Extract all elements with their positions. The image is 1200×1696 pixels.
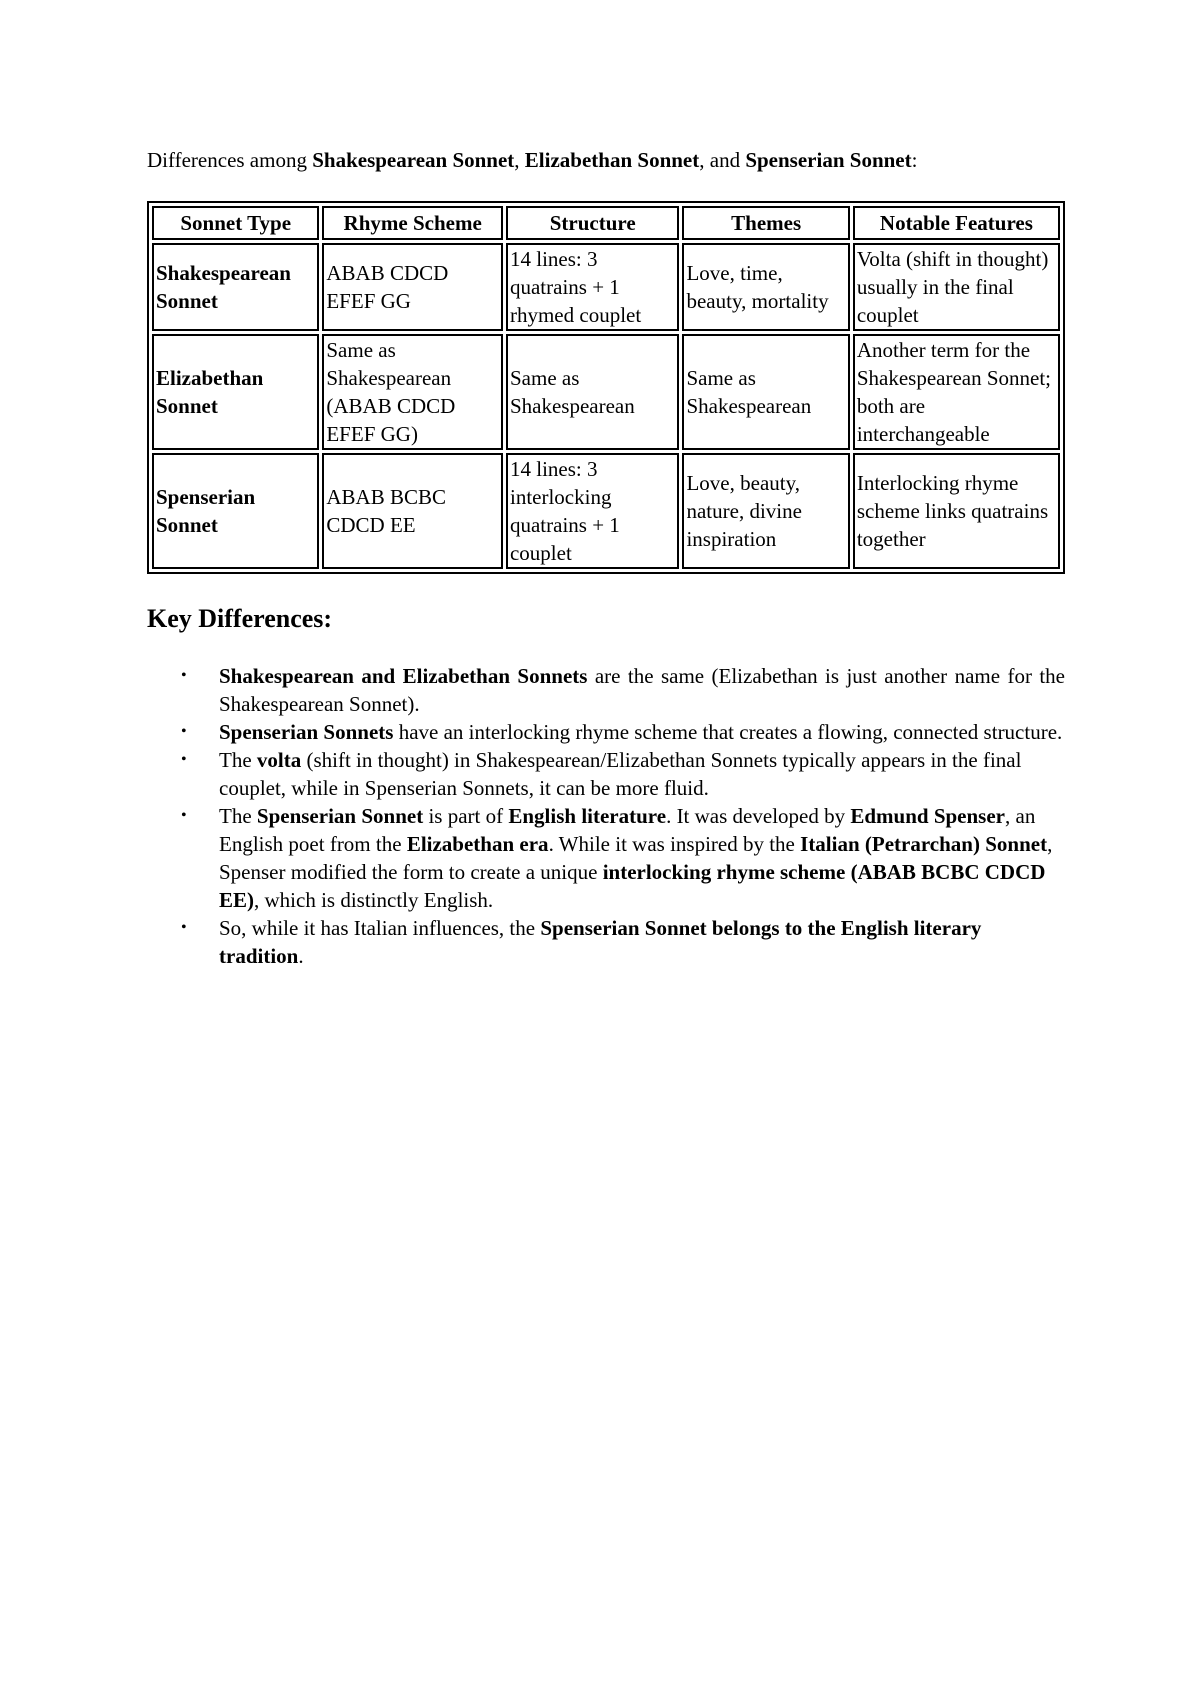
cell-notable-features: Another term for the Shakespearean Sonnet; both are interchangeable [853,334,1060,450]
cell-structure: 14 lines: 3 quatrains + 1 rhymed couplet [506,243,679,331]
intro-sentence: Differences among Shakespearean Sonnet, Elizabethan Sonnet, and Spenserian Sonnet: [147,148,918,172]
cell-themes: Love, beauty, nature, divine inspiration [682,453,849,569]
key-differences-heading: Key Differences: [147,604,333,633]
bullet-icon: • [181,723,187,740]
cell-themes: Love, time, beauty, mortality [682,243,849,331]
list-item: • Shakespearean and Elizabethan Sonnets are the same (Elizabethan is just another name for the Shakespearean Sonnet). [181,664,1066,716]
intro-term-spenserian: Spenserian Sonnet [745,148,912,172]
header-notable-features: Notable Features [853,206,1060,240]
cell-notable-features: Interlocking rhyme scheme links quatrains together [853,453,1060,569]
cell-rhyme-scheme: ABAB CDCD EFEF GG [322,243,503,331]
table-row [152,334,1060,450]
cell-rhyme-scheme: ABAB BCBC CDCD EE [322,453,503,569]
list-item: • So, while it has Italian influences, the Spenserian Sonnet belongs to the English literary tradition. [181,916,982,968]
cell-structure: 14 lines: 3 interlocking quatrains + 1 couplet [506,453,679,569]
header-rhyme-scheme: Rhyme Scheme [322,206,503,240]
bullet-icon: • [181,919,187,936]
sonnet-comparison-table [147,201,1065,574]
intro-term-shakespearean: Shakespearean Sonnet [312,148,515,172]
cell-sonnet-type: Elizabethan Sonnet [152,334,319,450]
list-item: • Spenserian Sonnets have an interlocking rhyme scheme that creates a flowing, connected structure. [181,720,1063,744]
bullet-icon: • [181,807,187,824]
table-header-row [152,206,1060,240]
bullet-icon: • [181,751,187,768]
list-item: • The volta (shift in thought) in Shakespearean/Elizabethan Sonnets typically appears in the final couplet, while in Spenserian Sonnets, it can be more fluid. [181,748,1022,800]
cell-sonnet-type: Shakespearean Sonnet [152,243,319,331]
header-structure: Structure [506,206,679,240]
list-item: • The Spenserian Sonnet is part of English literature. It was developed by Edmund Spenser, an English poet from the Elizabethan era. While it was inspired by the Italian (Petrarchan) Sonnet, Spenser modified the form to create a unique interlocking rhyme scheme (ABAB BCBC CDCD EE), which is distinctly English. [181,804,1053,912]
header-sonnet-type: Sonnet Type [152,206,319,240]
bullet-icon: • [181,667,187,684]
cell-themes: Same as Shakespearean [682,334,849,450]
cell-notable-features: Volta (shift in thought) usually in the final couplet [853,243,1060,331]
cell-structure: Same as Shakespearean [506,334,679,450]
key-differences-list [147,662,1065,970]
cell-sonnet-type: Spenserian Sonnet [152,453,319,569]
header-themes: Themes [682,206,849,240]
cell-rhyme-scheme: Same as Shakespearean (ABAB CDCD EFEF GG) [322,334,503,450]
table-row [152,453,1060,569]
intro-term-elizabethan: Elizabethan Sonnet [524,148,700,172]
table-row [152,243,1060,331]
